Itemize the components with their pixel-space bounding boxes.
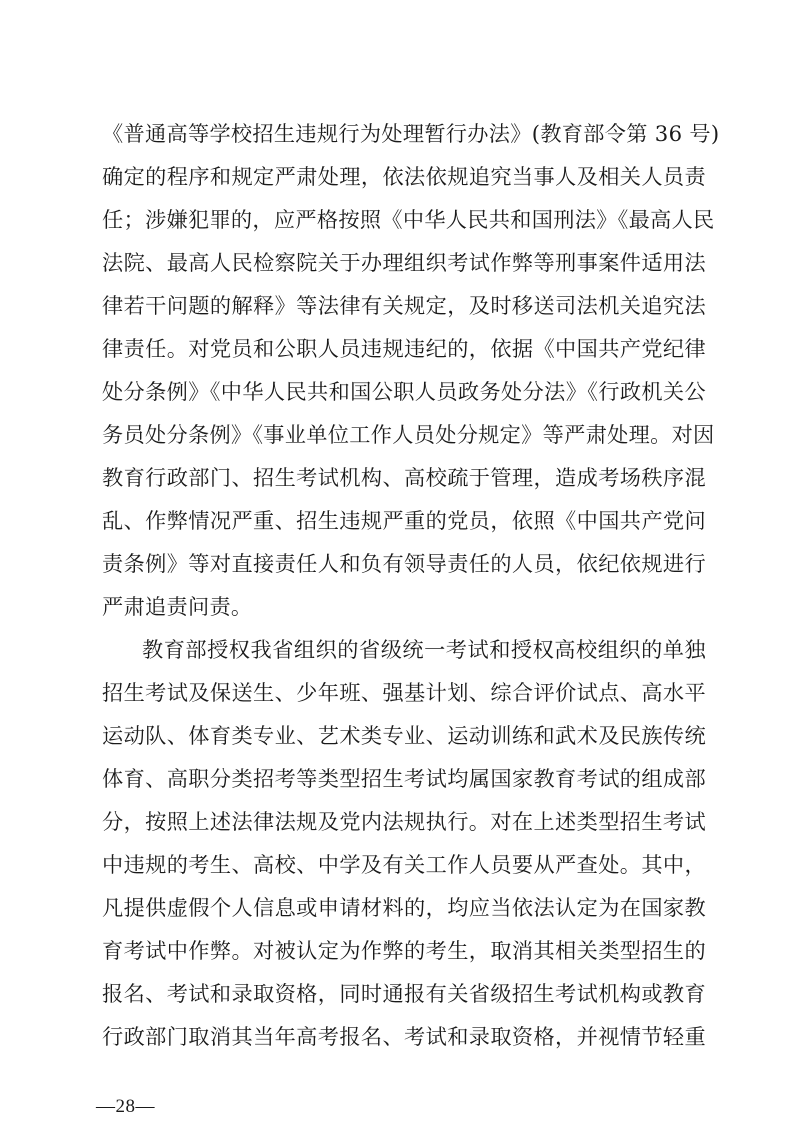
text-line: 体育、高职分类招考等类型招生考试均属国家教育考试的组成部 — [102, 766, 706, 791]
text-line: 《普通高等学校招生违规行为处理暂行办法》(教育部令第 36 号) — [102, 121, 720, 146]
text-line: 律若干问题的解释》等法律有关规定，及时移送司法机关追究法 — [102, 293, 706, 318]
text-line: 中违规的考生、高校、中学及有关工作人员要从严查处。其中， — [102, 852, 706, 877]
text-line: 责条例》等对直接责任人和负有领导责任的人员，依纪依规进行 — [102, 551, 706, 576]
text-line: 乱、作弊情况严重、招生违规严重的党员，依照《中国共产党问 — [102, 508, 706, 533]
text-line: 凡提供虚假个人信息或申请材料的，均应当依法认定为在国家教 — [102, 895, 706, 920]
text-line: 教育部授权我省组织的省级统一考试和授权高校组织的单独 — [142, 637, 706, 662]
text-line: 运动队、体育类专业、艺术类专业、运动训练和武术及民族传统 — [102, 723, 706, 748]
text-line: 处分条例》《中华人民共和国公职人员政务处分法》《行政机关公 — [102, 379, 706, 404]
text-line: 招生考试及保送生、少年班、强基计划、综合评价试点、高水平 — [102, 680, 706, 705]
text-line: 分，按照上述法律法规及党内法规执行。对在上述类型招生考试 — [102, 809, 706, 834]
text-line: 确定的程序和规定严肃处理，依法依规追究当事人及相关人员责 — [102, 164, 706, 189]
text-line: 任；涉嫌犯罪的，应严格按照《中华人民共和国刑法》《最高人民 — [102, 207, 715, 232]
text-line: 务员处分条例》《事业单位工作人员处分规定》等严肃处理。对因 — [102, 422, 715, 447]
text-line: 法院、最高人民检察院关于办理组织考试作弊等刑事案件适用法 — [102, 250, 706, 275]
text-line: 育考试中作弊。对被认定为作弊的考生，取消其相关类型招生的 — [102, 938, 706, 963]
text-line: 报名、考试和录取资格，同时通报有关省级招生考试机构或教育 — [102, 981, 706, 1006]
page-number: —28— — [96, 1096, 155, 1117]
text-line: 行政部门取消其当年高考报名、考试和录取资格，并视情节轻重 — [102, 1024, 706, 1049]
text-line: 严肃追责问责。 — [102, 594, 253, 619]
text-line: 律责任。对党员和公职人员违规违纪的，依据《中国共产党纪律 — [102, 336, 706, 361]
text-line: 教育行政部门、招生考试机构、高校疏于管理，造成考场秩序混 — [102, 465, 706, 490]
